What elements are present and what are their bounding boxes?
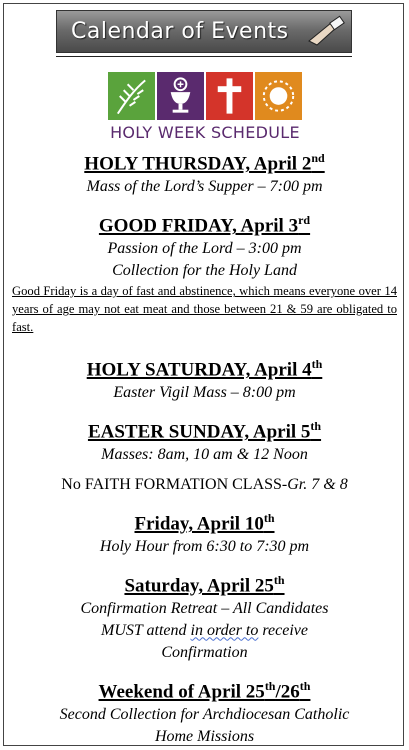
event-detail: Holy Hour from 6:30 to 7:30 pm xyxy=(99,538,310,556)
event-detail: Home Missions xyxy=(154,728,255,746)
sun-icon xyxy=(255,72,302,120)
event-title: GOOD FRIDAY, April 3rd xyxy=(98,213,311,237)
event-weekend-april-25-26 xyxy=(0,674,409,748)
event-friday-april-10 xyxy=(0,506,409,558)
event-title: EASTER SUNDAY, April 5th xyxy=(87,419,322,443)
event-title: Saturday, April 25th xyxy=(124,573,285,597)
event-detail: Confirmation xyxy=(161,644,248,662)
fasting-note: Good Friday is a day of fast and abstinence, which means everyone over 14 years of age may not eat meat and those between 21 & 59 are obligated to fast. xyxy=(12,284,397,335)
event-detail: Mass of the Lord’s Supper – 7:00 pm xyxy=(86,178,323,196)
faith-formation-notice: No FAITH FORMATION CLASS-Gr. 7 & 8 xyxy=(61,476,348,494)
banner-title: Calendar of Events xyxy=(71,19,289,44)
event-holy-thursday xyxy=(0,146,409,198)
event-title: HOLY SATURDAY, April 4th xyxy=(86,357,323,381)
event-holy-saturday xyxy=(0,352,409,404)
calendar-banner xyxy=(56,10,352,53)
chalk-hand-icon xyxy=(301,15,347,49)
event-title: Weekend of April 25th/26th xyxy=(98,679,311,703)
event-detail: Confirmation Retreat – All Candidates xyxy=(80,600,329,618)
event-detail: MUST attend in order to receive xyxy=(101,622,308,640)
event-detail: Second Collection for Archdiocesan Catholic xyxy=(59,706,350,724)
event-easter-sunday xyxy=(0,414,409,496)
event-good-friday xyxy=(0,208,409,336)
event-saturday-april-25 xyxy=(0,568,409,664)
cross-icon xyxy=(206,72,253,120)
schedule-heading: HOLY WEEK SCHEDULE xyxy=(110,123,300,142)
event-detail: Passion of the Lord – 3:00 pm xyxy=(107,240,302,258)
event-title: HOLY THURSDAY, April 2nd xyxy=(84,151,325,175)
palm-icon xyxy=(108,72,155,120)
header-divider xyxy=(56,56,352,57)
holy-week-emblem xyxy=(108,72,302,120)
event-title: Friday, April 10th xyxy=(134,511,275,535)
event-detail: Easter Vigil Mass – 8:00 pm xyxy=(113,384,296,402)
chalice-icon xyxy=(157,72,204,120)
event-detail: Masses: 8am, 10 am & 12 Noon xyxy=(101,446,308,464)
event-detail: Collection for the Holy Land xyxy=(112,262,297,280)
